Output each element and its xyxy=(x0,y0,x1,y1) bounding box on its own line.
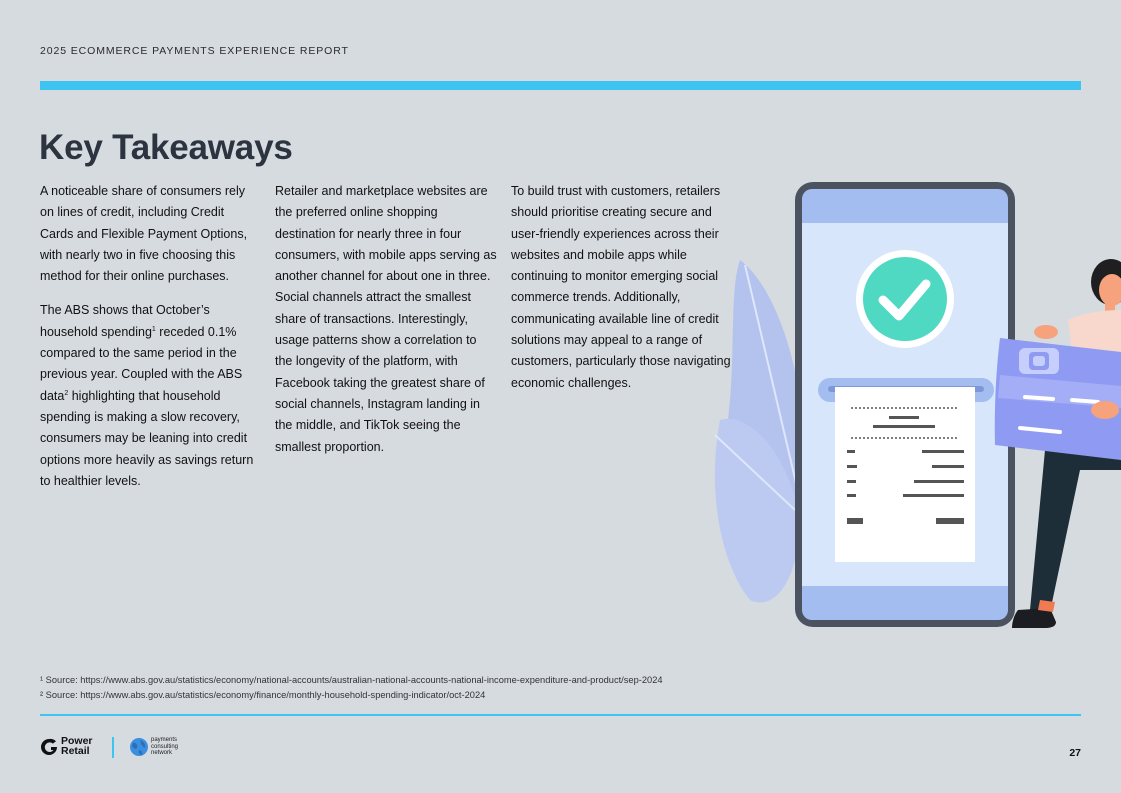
col1-paragraph-1: A noticeable share of consumers rely on lines of credit, including Credit Cards and Flexible Payment Options, with nearly two in five choosing this method for their online purchases. xyxy=(40,184,248,284)
power-retail-mark-icon xyxy=(40,738,58,756)
footnotes xyxy=(40,673,663,702)
report-header: 2025 ECOMMERCE PAYMENTS EXPERIENCE REPORT xyxy=(40,45,349,57)
phone-payment-illustration xyxy=(700,170,1121,640)
logo2-line1: payments xyxy=(151,737,178,744)
check-circle-icon xyxy=(856,250,954,348)
logo2-line2: consulting xyxy=(151,743,179,750)
col3-paragraph-1: To build trust with customers, retailers should prioritise creating secure and user-friendly experiences across their websites and mobile apps while continuing to monitor emerging social commerce trends. Additionally, communicating available line of credit solutions may appeal to a range of customers, particularly those navigating economic challenges. xyxy=(511,184,731,390)
footnote-ref-2: 2 xyxy=(64,389,69,397)
col1-paragraph-2 xyxy=(40,300,260,492)
col1-p2-text-b: receded 0.1% compared to the same period in the previous year. Coupled with the ABS data xyxy=(40,324,243,403)
footnote-ref-1: 1 xyxy=(151,325,156,333)
logo1-line1: Power xyxy=(61,735,93,747)
logo-divider xyxy=(112,737,114,758)
leaf-decoration xyxy=(715,260,806,602)
payments-consulting-network-logo xyxy=(129,737,178,757)
receipt-icon xyxy=(835,387,975,562)
logo2-line3: network xyxy=(151,750,173,757)
footnote-2: ² Source: https://www.abs.gov.au/statistics/economy/finance/monthly-household-spending-indicator/oct-2024 xyxy=(40,689,486,700)
col2-paragraph-1: Retailer and marketplace websites are the preferred online shopping destination for nearly three in four consumers, with mobile apps serving as another channel for about one in three. Social channels attract the smallest share of transactions. Interestingly, usage patterns show a correlation to the longevity of the platform, with Facebook taking the greatest share of social channels, Instagram landing in the middle, and TikTok seeing the smallest proportion. xyxy=(275,184,497,454)
footer-rule xyxy=(40,714,1081,716)
accent-bar xyxy=(40,81,1081,90)
takeaway-column-2 xyxy=(275,181,497,471)
logo1-line2: Retail xyxy=(61,744,90,757)
page-number: 27 xyxy=(1069,747,1081,759)
col1-p2-text-a: The ABS shows that October’s household spending xyxy=(40,303,210,339)
takeaway-column-1 xyxy=(40,181,260,505)
col1-p2-text-c: highlighting that household spending is making a slow recovery, consumers may be leaning into credit options more heavily as savings return to healthier levels. xyxy=(40,388,254,488)
footnote-1: ¹ Source: https://www.abs.gov.au/statistics/economy/national-accounts/australian-national-accounts-national-income-expenditure-and-product/sep-2024 xyxy=(40,675,663,685)
page-title: Key Takeaways xyxy=(39,128,293,167)
power-retail-logo xyxy=(40,737,93,756)
globe-icon xyxy=(129,737,149,757)
